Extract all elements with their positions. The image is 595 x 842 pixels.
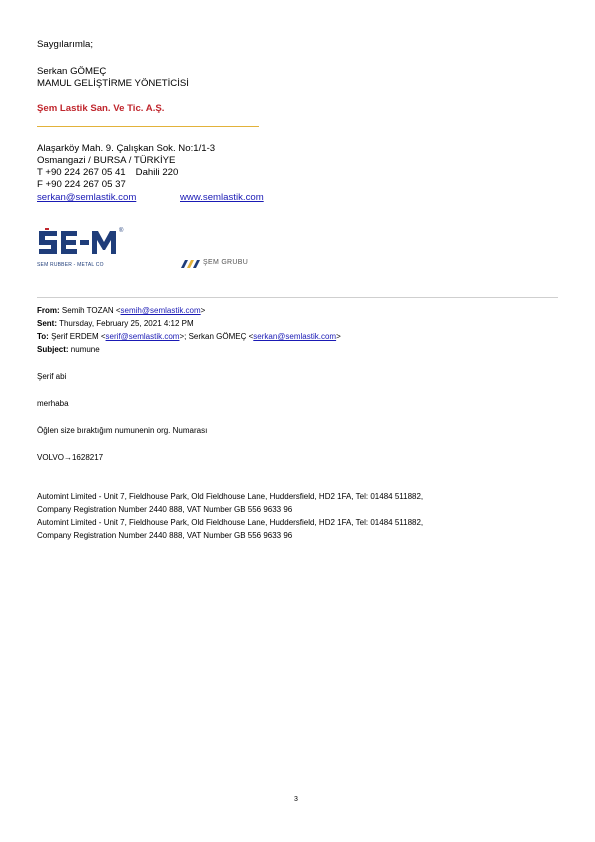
subject-line xyxy=(37,344,100,357)
email-separator xyxy=(37,297,558,298)
greeting-text: Şerif abi xyxy=(37,372,67,381)
to-line xyxy=(37,331,341,344)
from-label: From: xyxy=(37,306,60,315)
hello-text: merhaba xyxy=(37,399,69,408)
signature-website-link[interactable]: www.semlastik.com xyxy=(180,192,264,203)
fax-number: F +90 224 267 05 37 xyxy=(37,179,126,190)
to-name-1: Şerif ERDEM < xyxy=(51,332,106,341)
company-name: Şem Lastik San. Ve Tic. A.Ş. xyxy=(37,103,165,114)
part-number: 1628217 xyxy=(71,453,104,462)
to-close: > xyxy=(336,332,341,341)
part-prefix: VOLVO xyxy=(37,453,64,462)
closing-text: Saygılarımla; xyxy=(37,39,93,50)
phone-number: T +90 224 267 05 41 xyxy=(37,167,126,178)
footer-1-line-1: Automint Limited - Unit 7, Fieldhouse Park, Old Fieldhouse Lane, Huddersfield, HD2 1FA, Tel: 01484 511882, xyxy=(37,492,424,501)
from-close: > xyxy=(200,306,206,315)
footer-2-line-2: Company Registration Number 2440 888, VAT Number GB 556 9633 96 xyxy=(37,531,293,540)
footer-2-line-1: Automint Limited - Unit 7, Fieldhouse Park, Old Fieldhouse Lane, Huddersfield, HD2 1FA, Tel: 01484 511882, xyxy=(37,518,424,527)
from-line xyxy=(37,305,205,318)
signature-divider xyxy=(37,126,259,127)
sem-logo xyxy=(37,228,127,268)
address-line-2: Osmangazi / BURSA / TÜRKİYE xyxy=(37,155,176,166)
address-line-1: Alaşarköy Mah. 9. Çalışkan Sok. No:1/1-3 xyxy=(37,143,216,154)
sem-group-text: ŞEM GRUBU xyxy=(203,259,249,266)
sent-line xyxy=(37,318,194,331)
from-email-link[interactable]: semih@semlastik.com xyxy=(120,306,201,315)
page-number: 3 xyxy=(294,796,298,803)
subject-label: Subject: xyxy=(37,345,69,354)
to-email-link-1[interactable]: serif@semlastik.com xyxy=(105,332,180,341)
sender-name: Serkan GÖMEÇ xyxy=(37,66,107,77)
sender-role: MAMUL GELİŞTİRME YÖNETİCİSİ xyxy=(37,78,189,89)
to-email-link-2[interactable]: serkan@semlastik.com xyxy=(253,332,337,341)
sem-logo-caption: SEM RUBBER - METAL CO xyxy=(37,262,104,268)
footer-1-line-2: Company Registration Number 2440 888, VAT Number GB 556 9633 96 xyxy=(37,505,293,514)
sample-sentence: Öğlen size bıraktığım numunenin org. Numarası xyxy=(37,426,208,435)
sem-logo-mark-icon xyxy=(37,228,125,258)
signature-email-link[interactable]: serkan@semlastik.com xyxy=(37,192,137,203)
phone-line xyxy=(37,167,178,179)
subject-value: numune xyxy=(70,345,100,354)
sent-value: Thursday, February 25, 2021 4:12 PM xyxy=(59,319,194,328)
registered-mark: ® xyxy=(119,228,124,234)
part-number-line xyxy=(37,453,103,464)
from-name: Semih TOZAN < xyxy=(61,306,121,315)
sem-group-logo-icon xyxy=(178,259,202,269)
arrow-right-icon: → xyxy=(63,453,72,462)
to-separator: >; Serkan GÖMEÇ < xyxy=(179,332,254,341)
phone-extension: Dahili 220 xyxy=(135,167,179,178)
sent-label: Sent: xyxy=(37,319,57,328)
to-label: To: xyxy=(37,332,49,341)
